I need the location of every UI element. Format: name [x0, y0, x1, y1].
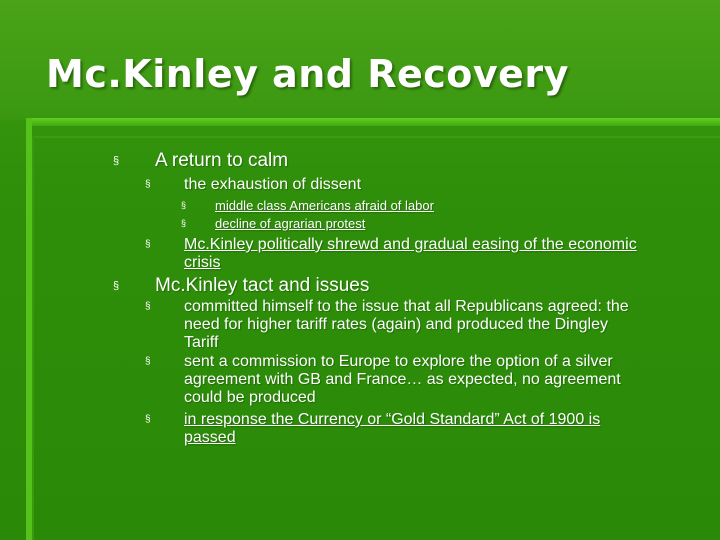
divider-horizontal-inner: [26, 136, 720, 138]
divider-horizontal: [26, 118, 720, 126]
bullet-l3-agrarian: decline of agrarian protest: [215, 216, 366, 231]
bullet-icon: §: [145, 179, 151, 190]
bullet-l2-committed-line3: Tariff: [184, 334, 219, 351]
bullet-l2-committed-line1: committed himself to the issue that all Republicans agreed: the: [184, 298, 629, 315]
bullet-l2-shrewd-line2: crisis: [184, 254, 221, 271]
bullet-l1-tact-issues: Mc.Kinley tact and issues: [155, 275, 370, 296]
bullet-icon: §: [145, 239, 151, 250]
bullet-l1-return-to-calm: A return to calm: [155, 150, 289, 171]
bullet-icon: §: [181, 218, 187, 228]
bullet-l2-exhaustion: the exhaustion of dissent: [184, 176, 362, 193]
bullet-icon: §: [181, 200, 187, 210]
bullet-icon: §: [113, 155, 120, 167]
bullet-l3-middle-class: middle class Americans afraid of labor: [215, 198, 434, 213]
bullet-icon: §: [145, 301, 151, 312]
bullet-icon: §: [145, 356, 151, 367]
bullet-l2-currency-line2: passed: [184, 429, 236, 446]
bullet-l2-currency-line1: in response the Currency or “Gold Standard” Act of 1900 is: [184, 411, 601, 428]
slide-title: Mc.Kinley and Recovery: [46, 52, 569, 96]
bullet-l2-commission-line3: could be produced: [184, 389, 316, 406]
bullet-icon: §: [113, 280, 120, 292]
bullet-l2-committed-line2: need for higher tariff rates (again) and produced the Dingley: [184, 316, 608, 333]
bullet-l2-commission-line1: sent a commission to Europe to explore the option of a silver: [184, 353, 613, 370]
bullet-l2-commission-line2: agreement with GB and France… as expected, no agreement: [184, 371, 621, 388]
bullet-l2-shrewd-line1: Mc.Kinley politically shrewd and gradual easing of the economic: [184, 236, 637, 253]
bullet-icon: §: [145, 414, 151, 425]
divider-vertical-inner: [32, 136, 34, 540]
